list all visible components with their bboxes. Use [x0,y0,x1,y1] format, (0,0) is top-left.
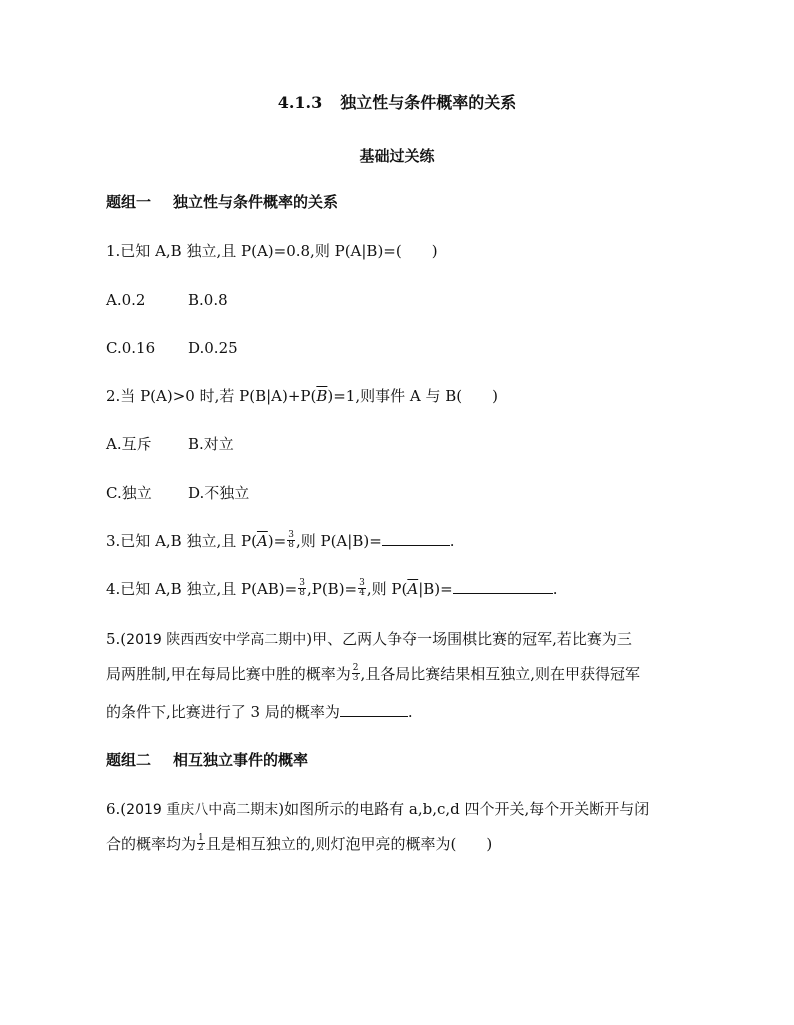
question-text: ,且各局比赛结果相互独立,则在甲获得冠军 [360,665,641,683]
option: C.独立 [106,484,152,502]
question-text: )如图所示的电路有 a,b,c,d 四个开关,每个开关断开与闭 [278,800,650,818]
fraction-denominator: 8 [299,587,305,598]
question-text: 3.已知 A,B 独立,且 P( [106,532,257,550]
question-text: ,则 P( [366,580,408,598]
question-2 [106,385,498,407]
question-2-options-row-2 [106,482,249,504]
fraction [287,531,295,550]
question-text: 且是相互独立的,则灯泡甲亮的概率为( ) [205,835,493,853]
group-title: 相互独立事件的概率 [173,751,309,769]
complement-letter: $\overline{A}$ [407,580,419,598]
option: D.0.25 [188,339,238,357]
fraction-denominator: 2 [198,842,204,853]
question-4 [106,578,557,600]
section-title [0,92,794,114]
question-text: ,则 P(A|B)= [295,532,382,550]
question-text: 的条件下,比赛进行了 3 局的概率为 [106,703,340,721]
option: A.互斥 [106,435,152,453]
question-1-options-row-1 [106,289,228,311]
question-text: 合的概率均为 [106,835,197,853]
section-number: 4.1.3 [277,93,323,112]
question-source: 2019 重庆八中高二期末 [126,802,279,818]
fraction-numerator: 3 [288,529,294,540]
question-text: 4.已知 A,B 独立,且 P(AB)= [106,580,298,598]
fraction [358,579,366,598]
page-subtitle: 基础过关练 [359,147,435,165]
option: D.不独立 [188,484,250,502]
fraction-numerator: 2 [352,662,359,673]
option: C.0.16 [106,339,156,357]
question-1: 1.已知 A,B 独立,且 P(A)=0.8,则 P(A|B)=( ) [106,242,438,260]
option: A.0.2 [106,291,146,309]
question-text: 5.( [106,630,127,648]
fraction [352,664,360,683]
question-5-line-2 [106,663,640,685]
question-6-line-2 [106,833,492,855]
question-5-line-1 [106,628,632,651]
question-2-options-row-1 [106,433,234,455]
question-text: )甲、乙两人争夺一场围棋比赛的冠军,若比赛为三 [306,630,632,648]
group-heading-1 [106,191,338,213]
fraction-denominator: 4 [359,587,365,598]
question-text: |B)= [418,580,453,598]
fraction [298,579,306,598]
question-text: . [552,580,558,598]
group-label: 题组二 [106,751,152,769]
question-text: )=1,则事件 A 与 B( ) [327,387,498,405]
question-1-options-row-2 [106,337,238,359]
question-text: . [449,532,455,550]
question-text: . [407,703,413,721]
question-text: 2.当 P(A)>0 时,若 P(B|A)+P( [106,387,317,405]
group-heading-2 [106,749,308,771]
answer-blank [340,702,408,717]
group-label: 题组一 [106,193,152,211]
answer-blank [453,579,553,594]
fraction-denominator: 3 [352,672,359,683]
fraction-numerator: 3 [359,577,365,588]
question-6-line-1 [106,798,649,821]
fraction-numerator: 1 [198,832,204,843]
complement-letter: $\overline{A}$ [256,532,268,550]
fraction [197,834,205,853]
question-source: 2019 陕西西安中学高二期中 [126,632,307,648]
option: B.对立 [188,435,234,453]
question-text: 局两胜制,甲在每局比赛中胜的概率为 [106,665,351,683]
question-3 [106,530,455,552]
option: B.0.8 [188,291,228,309]
fraction-numerator: 3 [299,577,305,588]
question-text: 6.( [106,800,127,818]
fraction-denominator: 8 [288,539,294,550]
question-5-line-3 [106,701,413,723]
answer-blank [382,531,450,546]
complement-letter: $\overline{B}$ [316,387,328,405]
question-text: )= [267,532,287,550]
group-title: 独立性与条件概率的关系 [173,193,339,211]
section-title-text: 独立性与条件概率的关系 [340,93,517,112]
question-text: ,P(B)= [306,580,358,598]
